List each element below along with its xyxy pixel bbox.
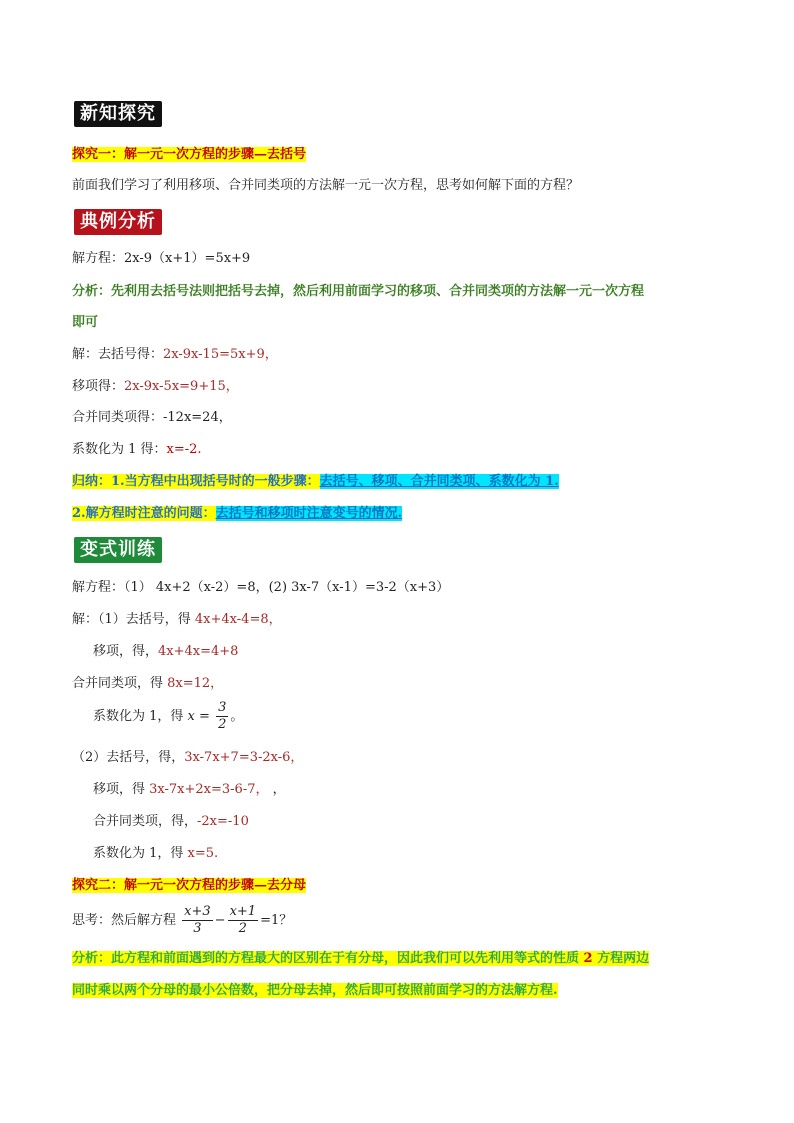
example-step2: 移项得：2x-9x-5x=9+15， xyxy=(72,379,239,394)
explore2-title: 探究二：解一元一次方程的步骤—去分母 xyxy=(72,878,307,893)
practice-p2-line2: 移项，得 3x-7x+2x=3-6-7， ， xyxy=(93,782,286,797)
example-analysis-line1: 分析：先利用去括号法则把括号去掉，然后利用前面学习的移项、合并同类项的方法解一元一次方程 xyxy=(72,284,645,299)
new-knowledge-badge: 新知探究 xyxy=(74,101,162,127)
practice-p1-line2: 移项，得，4x+4x=4+8 xyxy=(93,644,239,659)
practice-p2-line1: （2）去括号，得，3x-7x+7=3-2x-6， xyxy=(72,750,304,765)
practice-badge: 变式训练 xyxy=(74,537,162,563)
practice-p1-line3: 合并同类项，得 8x=12， xyxy=(72,676,224,691)
summary-line2: 2.解方程时注意的问题：去括号和移项时注意变号的情况. xyxy=(72,506,403,521)
explore2-analysis-line2: 同时乘以两个分母的最小公倍数，把分母去掉，然后即可按照前面学习的方法解方程. xyxy=(72,983,558,998)
explore2-think: 思考：然后解方程 $\frac{x+3}{3}$ − $\frac{x+1}{2}$ =1？ xyxy=(72,904,293,936)
practice-p2-line4: 系数化为 1，得 x=5. xyxy=(93,846,219,861)
explore2-analysis-line1: 分析：此方程和前面遇到的方程最大的区别在于有分母，因此我们可以先利用等式的性质 2 方程两边 xyxy=(72,951,650,966)
practice-p1-line4: 系数化为 1，得 x = $\frac{3}{2}$ 。 xyxy=(93,700,244,732)
example-problem: 解方程：2x-9（x+1）=5x+9 xyxy=(72,251,251,266)
example-step4: 系数化为 1 得：x=-2. xyxy=(72,442,202,457)
explore1-title: 探究一：解一元一次方程的步骤—去括号 xyxy=(72,147,307,162)
explore1-intro: 前面我们学习了利用移项、合并同类项的方法解一元一次方程，思考如何解下面的方程？ xyxy=(72,178,580,193)
practice-problem: 解方程：（1） 4x+2（x-2）=8，(2) 3x-7（x-1）=3-2（x+3） xyxy=(72,580,450,595)
practice-p1-line1: 解：（1）去括号，得 4x+4x-4=8， xyxy=(72,612,282,627)
practice-p2-line3: 合并同类项，得，-2x=-10 xyxy=(93,814,249,829)
example-badge: 典例分析 xyxy=(74,209,162,235)
example-step1: 解：去括号得：2x-9x-15=5x+9， xyxy=(72,347,278,362)
example-analysis-line2: 即可 xyxy=(72,315,99,330)
summary-line1: 归纳：1.当方程中出现括号时的一般步骤：去括号、移项、合并同类项、系数化为 1. xyxy=(72,474,559,489)
fraction-x-plus-3-over-3: $\frac{x+3}{3}$ xyxy=(184,904,211,936)
fraction-three-halves: $\frac{3}{2}$ xyxy=(218,700,227,732)
example-step3: 合并同类项得：-12x=24， xyxy=(72,410,232,425)
fraction-x-plus-1-over-2: $\frac{x+1}{2}$ xyxy=(229,904,257,936)
